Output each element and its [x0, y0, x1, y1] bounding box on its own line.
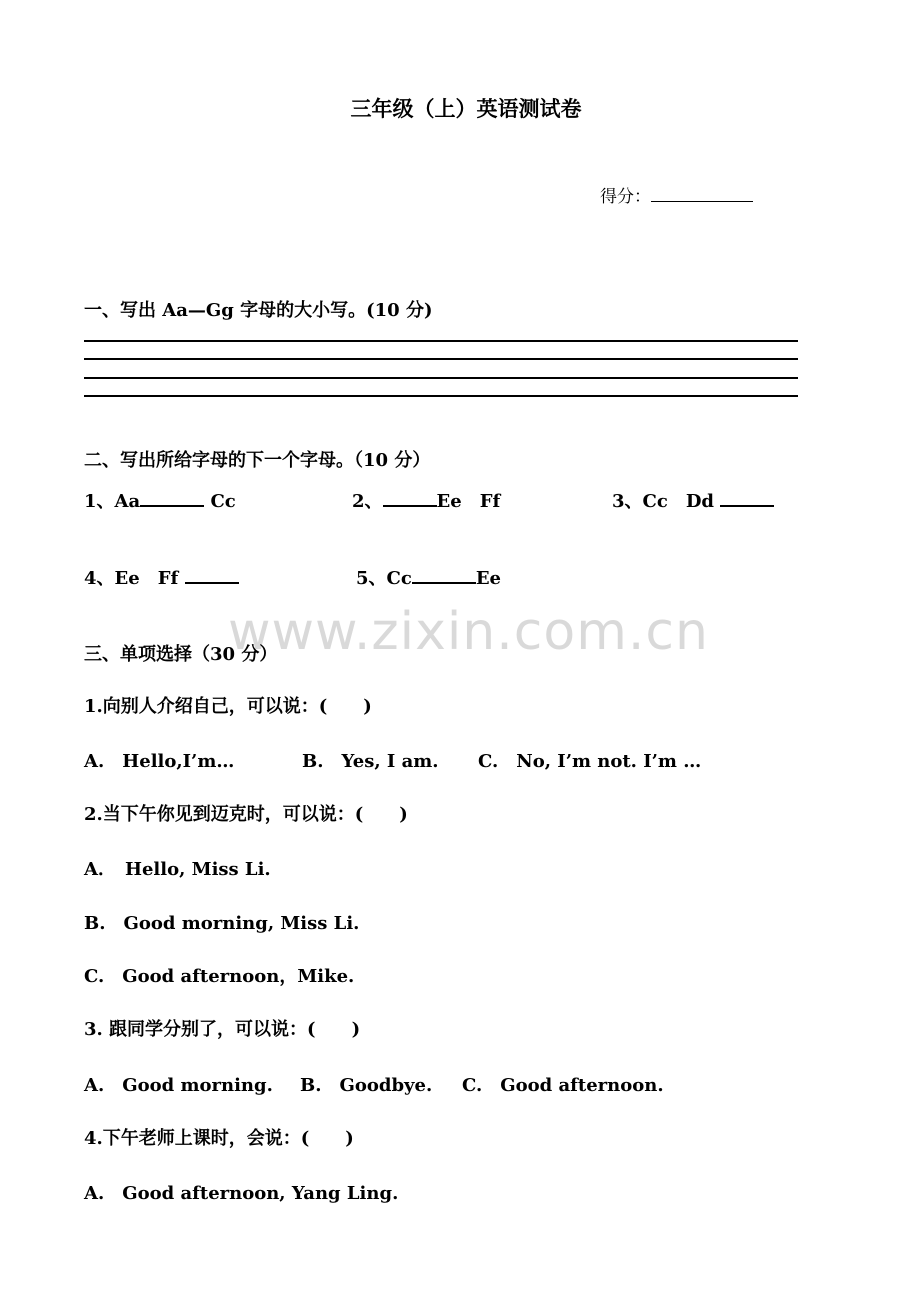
letter-item-4 [84, 564, 239, 590]
item-number: 1、 [84, 491, 115, 512]
question-2-stem: 2.当下午你见到迈克时，可以说：( ) [84, 804, 408, 825]
item-before: Ee Ff [114, 568, 185, 589]
item-after: Ee Ff [436, 491, 501, 512]
writing-line-1[interactable] [84, 340, 798, 342]
page-title: 三年级（上）英语测试卷 [350, 96, 582, 121]
question-1-stem: 1.向别人介绍自己，可以说：( ) [84, 696, 372, 717]
item-before: Cc Dd [642, 491, 721, 512]
section2-heading: 二、写出所给字母的下一个字母。（10 分） [84, 450, 431, 471]
letter-item-2 [352, 487, 500, 513]
q4-option-a[interactable]: A. Good afternoon, Yang Ling. [84, 1183, 399, 1204]
item-number: 3、 [612, 491, 643, 512]
watermark: www.zixin.com.cn [228, 602, 709, 662]
score-label: 得分： [600, 187, 651, 207]
q1-option-c[interactable]: C. No, I’m not. I’m … [478, 751, 702, 772]
letter-item-3 [612, 487, 774, 513]
writing-line-3[interactable] [84, 377, 798, 379]
letter-item-5 [356, 564, 501, 590]
q2-option-b[interactable]: B. Good morning, Miss Li. [84, 913, 360, 934]
letter-item-1 [84, 487, 236, 513]
q2-option-a[interactable]: A． Hello, Miss Li. [84, 859, 271, 880]
writing-line-2[interactable] [84, 358, 798, 360]
answer-blank[interactable] [720, 491, 774, 507]
item-after: Cc [204, 491, 236, 512]
question-3-stem: 3. 跟同学分别了，可以说：( ) [84, 1019, 361, 1040]
q3-option-b[interactable]: B. Goodbye. [300, 1075, 433, 1096]
score-blank[interactable] [651, 187, 753, 202]
item-number: 4、 [84, 568, 115, 589]
q2-option-c[interactable]: C. Good afternoon，Mike. [84, 966, 355, 987]
writing-line-4[interactable] [84, 395, 798, 397]
answer-blank[interactable] [140, 491, 204, 507]
answer-blank[interactable] [383, 491, 437, 507]
question-4-stem: 4.下午老师上课时，会说：( ) [84, 1128, 354, 1149]
item-before: Aa [114, 491, 141, 512]
answer-blank[interactable] [185, 568, 239, 584]
q1-option-b[interactable]: B. Yes, I am. [302, 751, 439, 772]
section3-heading: 三、单项选择（30 分） [84, 644, 278, 665]
item-before: Cc [386, 568, 412, 589]
section1-heading: 一、写出 Aa—Gg 字母的大小写。(10 分) [84, 300, 433, 321]
q1-option-a[interactable]: A. Hello,I’m… [84, 751, 235, 772]
q3-option-c[interactable]: C. Good afternoon. [462, 1075, 664, 1096]
answer-blank[interactable] [412, 568, 476, 584]
item-number: 2、 [352, 491, 383, 512]
q3-option-a[interactable]: A. Good morning. [84, 1075, 273, 1096]
score-field [600, 182, 753, 207]
item-number: 5、 [356, 568, 387, 589]
item-after: Ee [475, 568, 501, 589]
